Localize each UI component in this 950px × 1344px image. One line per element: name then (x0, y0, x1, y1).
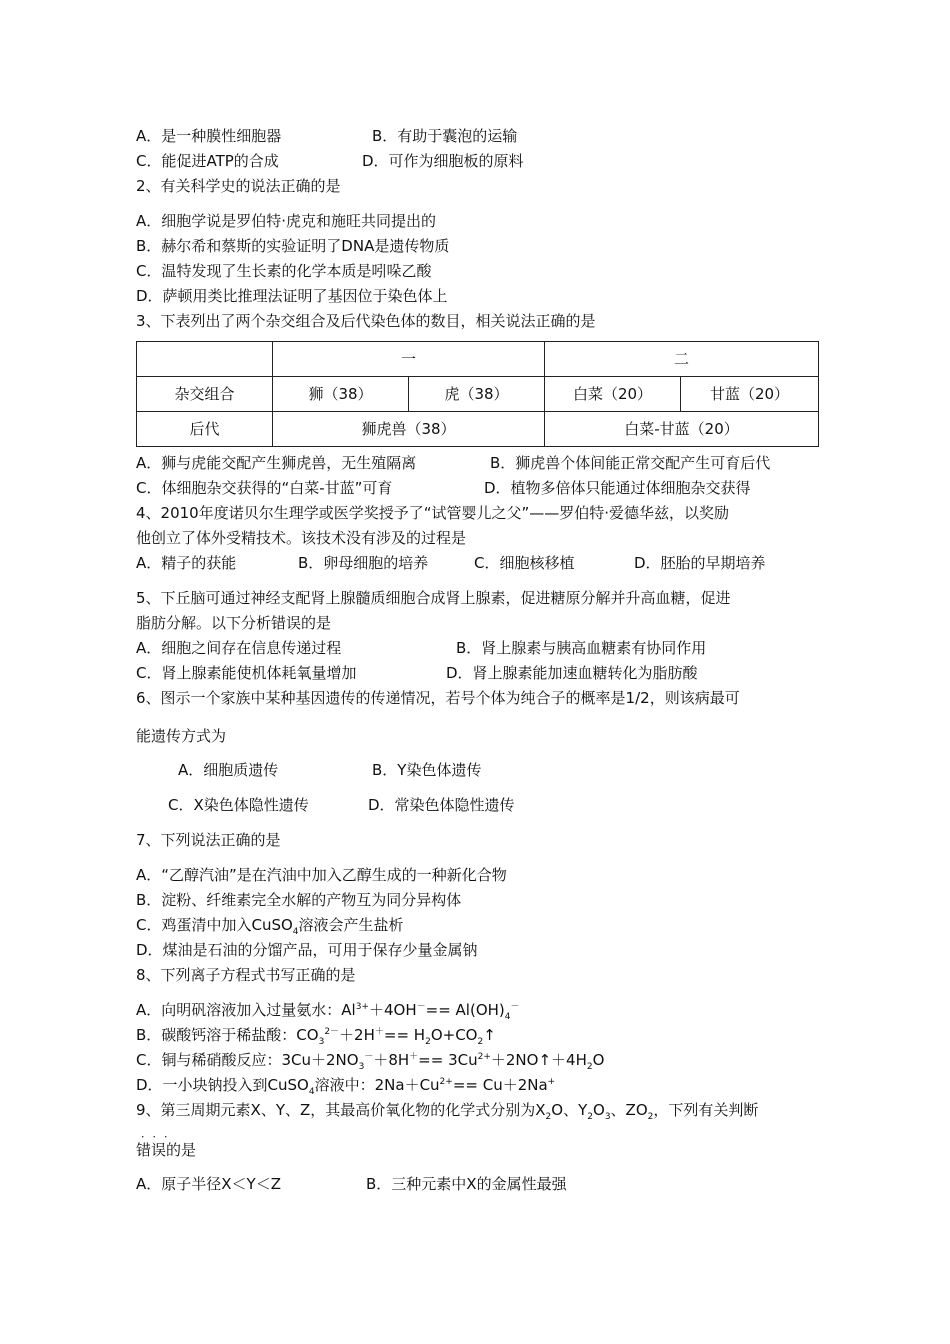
q1-option-d: D．可作为细胞板的原料 (362, 152, 524, 170)
q8-b-text: B．碳酸钙溶于稀盐酸：CO (136, 1026, 319, 1044)
table-row-label-offspring: 后代 (137, 412, 273, 447)
q2-option-c: C．温特发现了生长素的化学本质是吲哚乙酸 (136, 262, 432, 280)
q8-d-text: D．一小块钠投入到CuSO (136, 1076, 309, 1094)
q4-option-d: D．胚胎的早期培养 (634, 554, 766, 572)
q4-option-c: C．细胞核移植 (474, 554, 575, 572)
q8-c-subscript: 3 (358, 1062, 365, 1072)
q2-option-d: D．萨顿用类比推理法证明了基因位于染色体上 (136, 287, 448, 305)
q8-b-subscript: 2 (477, 1037, 484, 1047)
q6-option-a: A．细胞质遗传 (178, 761, 279, 779)
q8-a-charge: － (416, 1002, 426, 1012)
q5-option-d: D．肾上腺素能加速血糖转化为脂肪酸 (446, 664, 698, 682)
q7-c-text-end: 溶液会产生盐析 (298, 916, 404, 934)
table-cell-liger: 狮虎兽（38） (273, 412, 545, 447)
q8-b-charge: 2－ (324, 1027, 340, 1037)
q8-option-b (136, 1026, 496, 1047)
table-cell-cabbage: 白菜（20） (545, 377, 681, 412)
q8-a-charge: － (510, 1002, 520, 1012)
q4-stem-line1: 4、2010年度诺贝尔生理学或医学奖授予了“试管婴儿之父”——罗伯特·爱德华兹，以奖励 (136, 504, 730, 522)
table-cell-empty (137, 342, 273, 377)
q6-option-b: B．Y染色体遗传 (372, 761, 482, 779)
q8-stem: 8、下列离子方程式书写正确的是 (136, 966, 356, 984)
q8-d-charge: 2+ (439, 1077, 453, 1087)
q8-c-text: == 3Cu (418, 1051, 478, 1069)
q8-c-charge: 2+ (477, 1052, 491, 1062)
q1-option-b: B．有助于囊泡的运输 (372, 127, 518, 145)
table-row-label-cross: 杂交组合 (137, 377, 273, 412)
q6-stem-line1: 6、图示一个家族中某种基因遗传的传递情况，若号个体为纯合子的概率是1/2，则该病最可 (136, 689, 740, 707)
q8-c-text: ＋2NO↑＋4H (490, 1051, 587, 1069)
q5-option-c: C．肾上腺素能使机体耗氧量增加 (136, 664, 357, 682)
q2-stem: 2、有关科学史的说法正确的是 (136, 177, 341, 195)
q1-option-a: A．是一种膜性细胞器 (136, 127, 282, 145)
q3-option-a: A．狮与虎能交配产生狮虎兽，无生殖隔离 (136, 454, 417, 472)
q9-stem-text: O、Y (551, 1101, 588, 1119)
q3-stem: 3、下表列出了两个杂交组合及后代染色体的数目，相关说法正确的是 (136, 312, 596, 330)
q8-c-text: O (592, 1051, 605, 1069)
q8-b-subscript: 2 (425, 1037, 431, 1047)
q8-b-text: ＋2H (339, 1026, 375, 1044)
q8-a-subscript: 4 (504, 1012, 511, 1022)
q1-option-c: C．能促进ATP的合成 (136, 152, 279, 170)
q3-table (136, 341, 819, 447)
q7-option-b: B．淀粉、纤维素完全水解的产物互为同分异构体 (136, 891, 462, 909)
q8-b-charge: ＋ (374, 1027, 384, 1037)
q9-subscript: 3 (604, 1112, 611, 1122)
table-row (137, 377, 819, 412)
q9-option-b: B．三种元素中X的金属性最强 (366, 1175, 567, 1193)
q8-a-charge: 3+ (355, 1002, 369, 1012)
q7-option-c (136, 916, 404, 937)
table-cell-lion: 狮（38） (273, 377, 409, 412)
q8-c-subscript: 2 (586, 1062, 593, 1072)
q7-c-subscript: 4 (292, 927, 299, 937)
q8-a-text: A．向明矾溶液加入过量氨水：Al (136, 1001, 356, 1019)
table-header-group1: 一 (273, 342, 545, 377)
q8-d-text: 溶液中：2Na＋Cu (314, 1076, 440, 1094)
q9-stem-text: 、ZO (610, 1101, 648, 1119)
q7-option-d: D．煤油是石油的分馏产品，可用于保存少量金属钠 (136, 941, 478, 959)
emphasis-dots: ．．． (141, 1127, 181, 1140)
q8-c-charge: － (364, 1052, 374, 1062)
table-row (137, 412, 819, 447)
q8-c-charge: ＋ (409, 1052, 419, 1062)
q7-stem: 7、下列说法正确的是 (136, 831, 281, 849)
q9-stem-text: O (593, 1101, 605, 1119)
table-header-group2: 二 (545, 342, 819, 377)
q4-stem-line2: 他创立了体外受精技术。该技术没有涉及的过程是 (136, 529, 467, 547)
q9-stem-line2: 错误的是 (136, 1141, 197, 1159)
q2-option-a: A．细胞学说是罗伯特·虎克和施旺共同提出的 (136, 212, 437, 230)
q8-a-text: == Al(OH) (425, 1001, 505, 1019)
q8-option-d (136, 1076, 556, 1097)
table-row (137, 342, 819, 377)
q8-b-text: == H (383, 1026, 426, 1044)
q8-b-text: O+CO (430, 1026, 478, 1044)
q7-option-a: A．“乙醇汽油”是在汽油中加入乙醇生成的一种新化合物 (136, 866, 507, 884)
q8-b-text: ↑ (483, 1026, 496, 1044)
q8-d-subscript: 4 (308, 1087, 315, 1097)
q8-option-a (136, 1001, 520, 1022)
q8-b-subscript: 3 (318, 1037, 325, 1047)
q9-option-a: A．原子半径X＜Y＜Z (136, 1175, 281, 1193)
q9-subscript: 2 (545, 1112, 552, 1122)
q9-stem-text: 9、第三周期元素X、Y、Z，其最高价氧化物的化学式分别为X (136, 1101, 546, 1119)
q5-option-b: B．肾上腺素与胰高血糖素有协同作用 (456, 639, 707, 657)
q9-stem-line1 (136, 1101, 759, 1122)
q4-option-b: B．卵母细胞的培养 (298, 554, 429, 572)
q3-option-d: D．植物多倍体只能通过体细胞杂交获得 (484, 479, 751, 497)
q8-d-text: == Cu＋2Na (452, 1076, 548, 1094)
q8-c-text: C．铜与稀硝酸反应：3Cu＋2NO (136, 1051, 359, 1069)
q5-option-a: A．细胞之间存在信息传递过程 (136, 639, 342, 657)
q6-option-d: D．常染色体隐性遗传 (368, 796, 515, 814)
q5-stem-line1: 5、下丘脑可通过神经支配肾上腺髓质细胞合成肾上腺素，促进糖原分解并升高血糖，促进 (136, 589, 731, 607)
table-cell-hybrid: 白菜-甘蓝（20） (545, 412, 819, 447)
q3-option-b: B．狮虎兽个体间能正常交配产生可育后代 (490, 454, 771, 472)
q6-stem-line2: 能遗传方式为 (136, 727, 227, 745)
table-cell-kale: 甘蓝（20） (681, 377, 819, 412)
q8-d-charge: + (547, 1077, 556, 1087)
q2-option-b: B．赫尔希和蔡斯的实验证明了DNA是遗传物质 (136, 237, 450, 255)
q4-option-a: A．精子的获能 (136, 554, 237, 572)
q3-option-c: C．体细胞杂交获得的“白菜-甘蓝”可育 (136, 479, 393, 497)
q8-option-c (136, 1051, 605, 1072)
table-cell-tiger: 虎（38） (409, 377, 545, 412)
q9-subscript: 2 (587, 1112, 593, 1122)
q7-c-text: C．鸡蛋清中加入CuSO (136, 916, 293, 934)
q8-c-text: ＋8H (373, 1051, 410, 1069)
q9-subscript: 2 (647, 1112, 654, 1122)
q8-a-text: ＋4OH (368, 1001, 417, 1019)
q5-stem-line2: 脂肪分解。以下分析错误的是 (136, 614, 332, 632)
q6-option-c: C．X染色体隐性遗传 (168, 796, 309, 814)
q9-stem-text: ，下列有关判断 (653, 1101, 759, 1119)
